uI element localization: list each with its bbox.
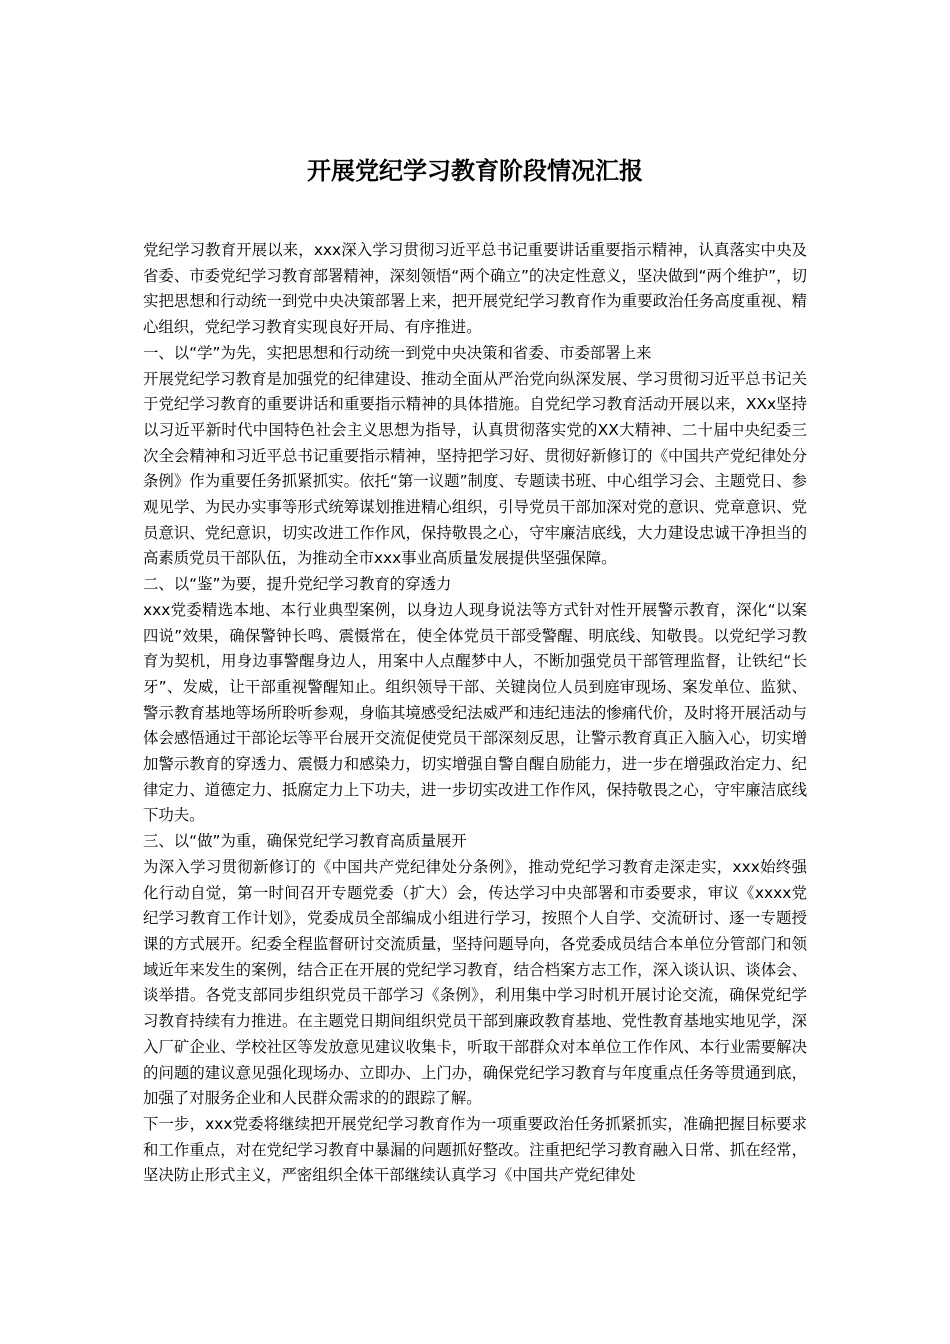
section-2-heading: 二、以“鉴”为要，提升党纪学习教育的穿透力 (143, 575, 452, 594)
section-3-paragraph: 为深入学习贯彻新修订的《中国共产党纪律处分条例》，推动党纪学习教育走深走实，xxx始终强化行动自觉，第一时间召开专题党委（扩大）会，传达学习中央部署和市委要求，审议《xxxx党纪学习教育工作计划》，党委成员全部编成小组进行学习，按照个人自学、交流研讨、逐一专题授课的方式展开。纪委全程监督研讨交流质量，坚持问题导向，各党委成员结合本单位分管部门和领域近年来发生的案例，结合正在开展的党纪学习教育，结合档案方志工作，深入谈认识、谈体会、谈举措。各党支部同步组织党员干部学习《条例》，利用集中学习时机开展讨论交流，确保党纪学习教育持续有力推进。在主题党日期间组织党员干部到廉政教育基地、党性教育基地实地见学，深入厂矿企业、学校社区等发放意见建议收集卡，听取干部群众对本单位工作作风、本行业需要解决的问题的建议意见强化现场办、立即办、上门办，确保党纪学习教育与年度重点任务等贯通到底，加强了对服务企业和人民群众需求的的跟踪了解。 (143, 857, 807, 1108)
section-3-heading: 三、以“做”为重，确保党纪学习教育高质量展开 (143, 832, 467, 851)
section-2-paragraph: xxx党委精选本地、本行业典型案例，以身边人现身说法等方式针对性开展警示教育，深化“以案四说”效果，确保警钟长鸣、震慑常在，使全体党员干部受警醒、明底线、知敬畏。以党纪学习教育为契机，用身边事警醒身边人，用案中人点醒梦中人，不断加强党员干部管理监督，让铁纪“长牙”、发威，让干部重视警醒知止。组织领导干部、关键岗位人员到庭审现场、案发单位、监狱、警示教育基地等场所聆听参观，身临其境感受纪法威严和违纪违法的惨痛代价，及时将开展活动与体会感悟通过干部论坛等平台展开交流促使党员干部深刻反思，让警示教育真正入脑入心，切实增加警示教育的穿透力、震慑力和感染力，切实增强自警自醒自励能力，进一步在增强政治定力、纪律定力、道德定力、抵腐定力上下功夫，进一步切实改进工作作风，保持敬畏之心，守牢廉洁底线下功夫。 (143, 600, 807, 825)
section-1-heading: 一、以“学”为先，实把思想和行动统一到党中央决策和省委、市委部署上来 (143, 343, 652, 362)
document-body (143, 238, 807, 1189)
section-1-paragraph: 开展党纪学习教育是加强党的纪律建设、推动全面从严治党向纵深发展、学习贯彻习近平总书记关于党纪学习教育的重要讲话和重要指示精神的具体措施。自党纪学习教育活动开展以来，XXx坚持以习近平新时代中国特色社会主义思想为指导，认真贯彻落实党的XX大精神、二十届中央纪委三次全会精神和习近平总书记重要指示精神，坚持把学习好、贯彻好新修订的《中国共产党纪律处分条例》作为重要任务抓紧抓实。依托“第一议题”制度、专题读书班、中心组学习会、主题党日、参观见学、为民办实事等形式统筹谋划推进精心组织，引导党员干部加深对党的意识、党章意识、党员意识、党纪意识，切实改进工作作风，保持敬畏之心，守牢廉洁底线，大力建设忠诚干净担当的高素质党员干部队伍，为推动全市xxx事业高质量发展提供坚强保障。 (143, 369, 807, 568)
next-steps-paragraph: 下一步，xxx党委将继续把开展党纪学习教育作为一项重要政治任务抓紧抓实，准确把握目标要求和工作重点，对在党纪学习教育中暴漏的问题抓好整改。注重把纪学习教育融入日常、抓在经常，坚决防止形式主义，严密组织全体干部继续认真学习《中国共产党纪律处 (143, 1114, 807, 1185)
document-title: 开展党纪学习教育阶段情况汇报 (307, 157, 643, 185)
intro-paragraph: 党纪学习教育开展以来，xxx深入学习贯彻习近平总书记重要讲话重要指示精神，认真落实中央及省委、市委党纪学习教育部署精神，深刻领悟“两个确立”的决定性意义，坚决做到“两个维护”，切实把思想和行动统一到党中央决策部署上来，把开展党纪学习教育作为重要政治任务高度重视、精心组织，党纪学习教育实现良好开局、有序推进。 (143, 241, 807, 337)
